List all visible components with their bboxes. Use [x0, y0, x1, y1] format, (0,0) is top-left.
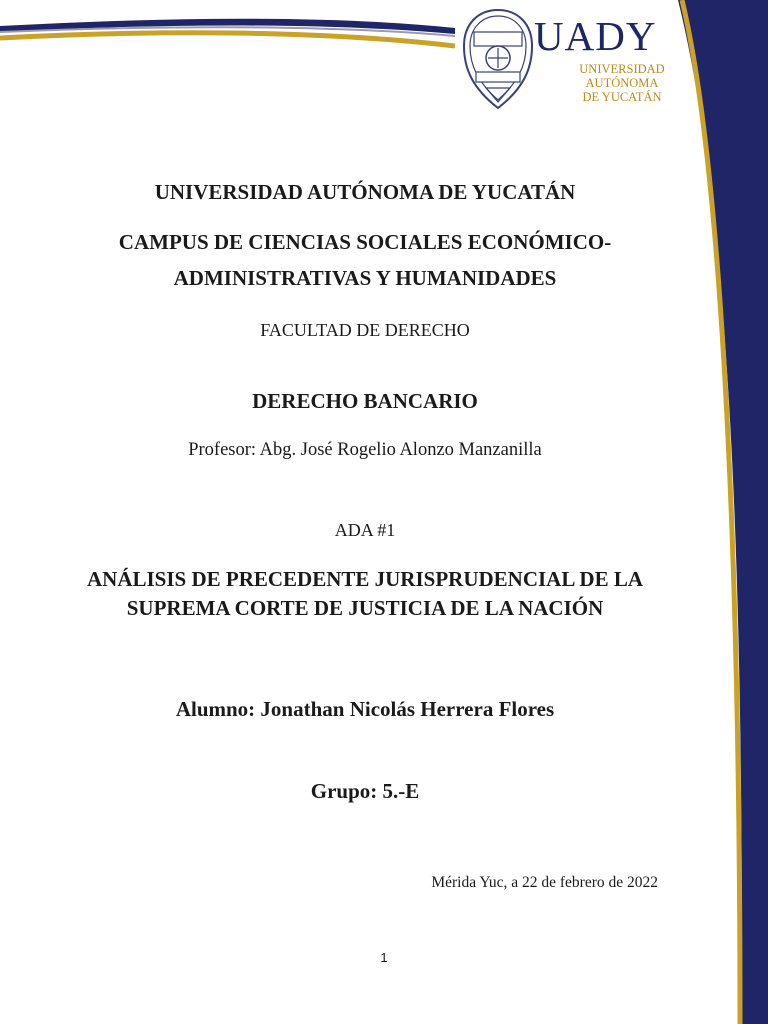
brand-name: UADY	[534, 13, 657, 59]
place-date: Mérida Yuc, a 22 de febrero de 2022	[431, 874, 658, 891]
group-label: Grupo: 5.-E	[310, 779, 420, 803]
page-number: 1	[380, 950, 388, 965]
university-name: UNIVERSIDAD AUTÓNOMA DE YUCATÁN	[154, 180, 576, 204]
university-seal-icon	[460, 6, 536, 112]
faculty-name: FACULTAD DE DERECHO	[260, 320, 470, 340]
navy-corner-band	[678, 0, 768, 1024]
title-line-2: SUPREMA CORTE DE JUSTICIA DE LA NACIÓN	[126, 596, 604, 620]
student-name: Alumno: Jonathan Nicolás Herrera Flores	[175, 697, 555, 721]
title-line-1: ANÁLISIS DE PRECEDENTE JURISPRUDENCIAL DE LA	[86, 567, 644, 591]
header-swoosh-gold	[0, 33, 455, 46]
uady-logo	[460, 6, 690, 116]
assignment-label: ADA #1	[334, 520, 396, 540]
campus-line-1: CAMPUS DE CIENCIAS SOCIALES ECONÓMICO-	[118, 230, 612, 254]
course-name: DERECHO BANCARIO	[252, 389, 478, 413]
professor-name: Profesor: Abg. José Rogelio Alonzo Manzanilla	[188, 440, 542, 460]
brand-subtitle: UNIVERSIDAD AUTÓNOMA DE YUCATÁN	[579, 62, 665, 104]
campus-line-2: ADMINISTRATIVAS Y HUMANIDADES	[173, 266, 557, 290]
